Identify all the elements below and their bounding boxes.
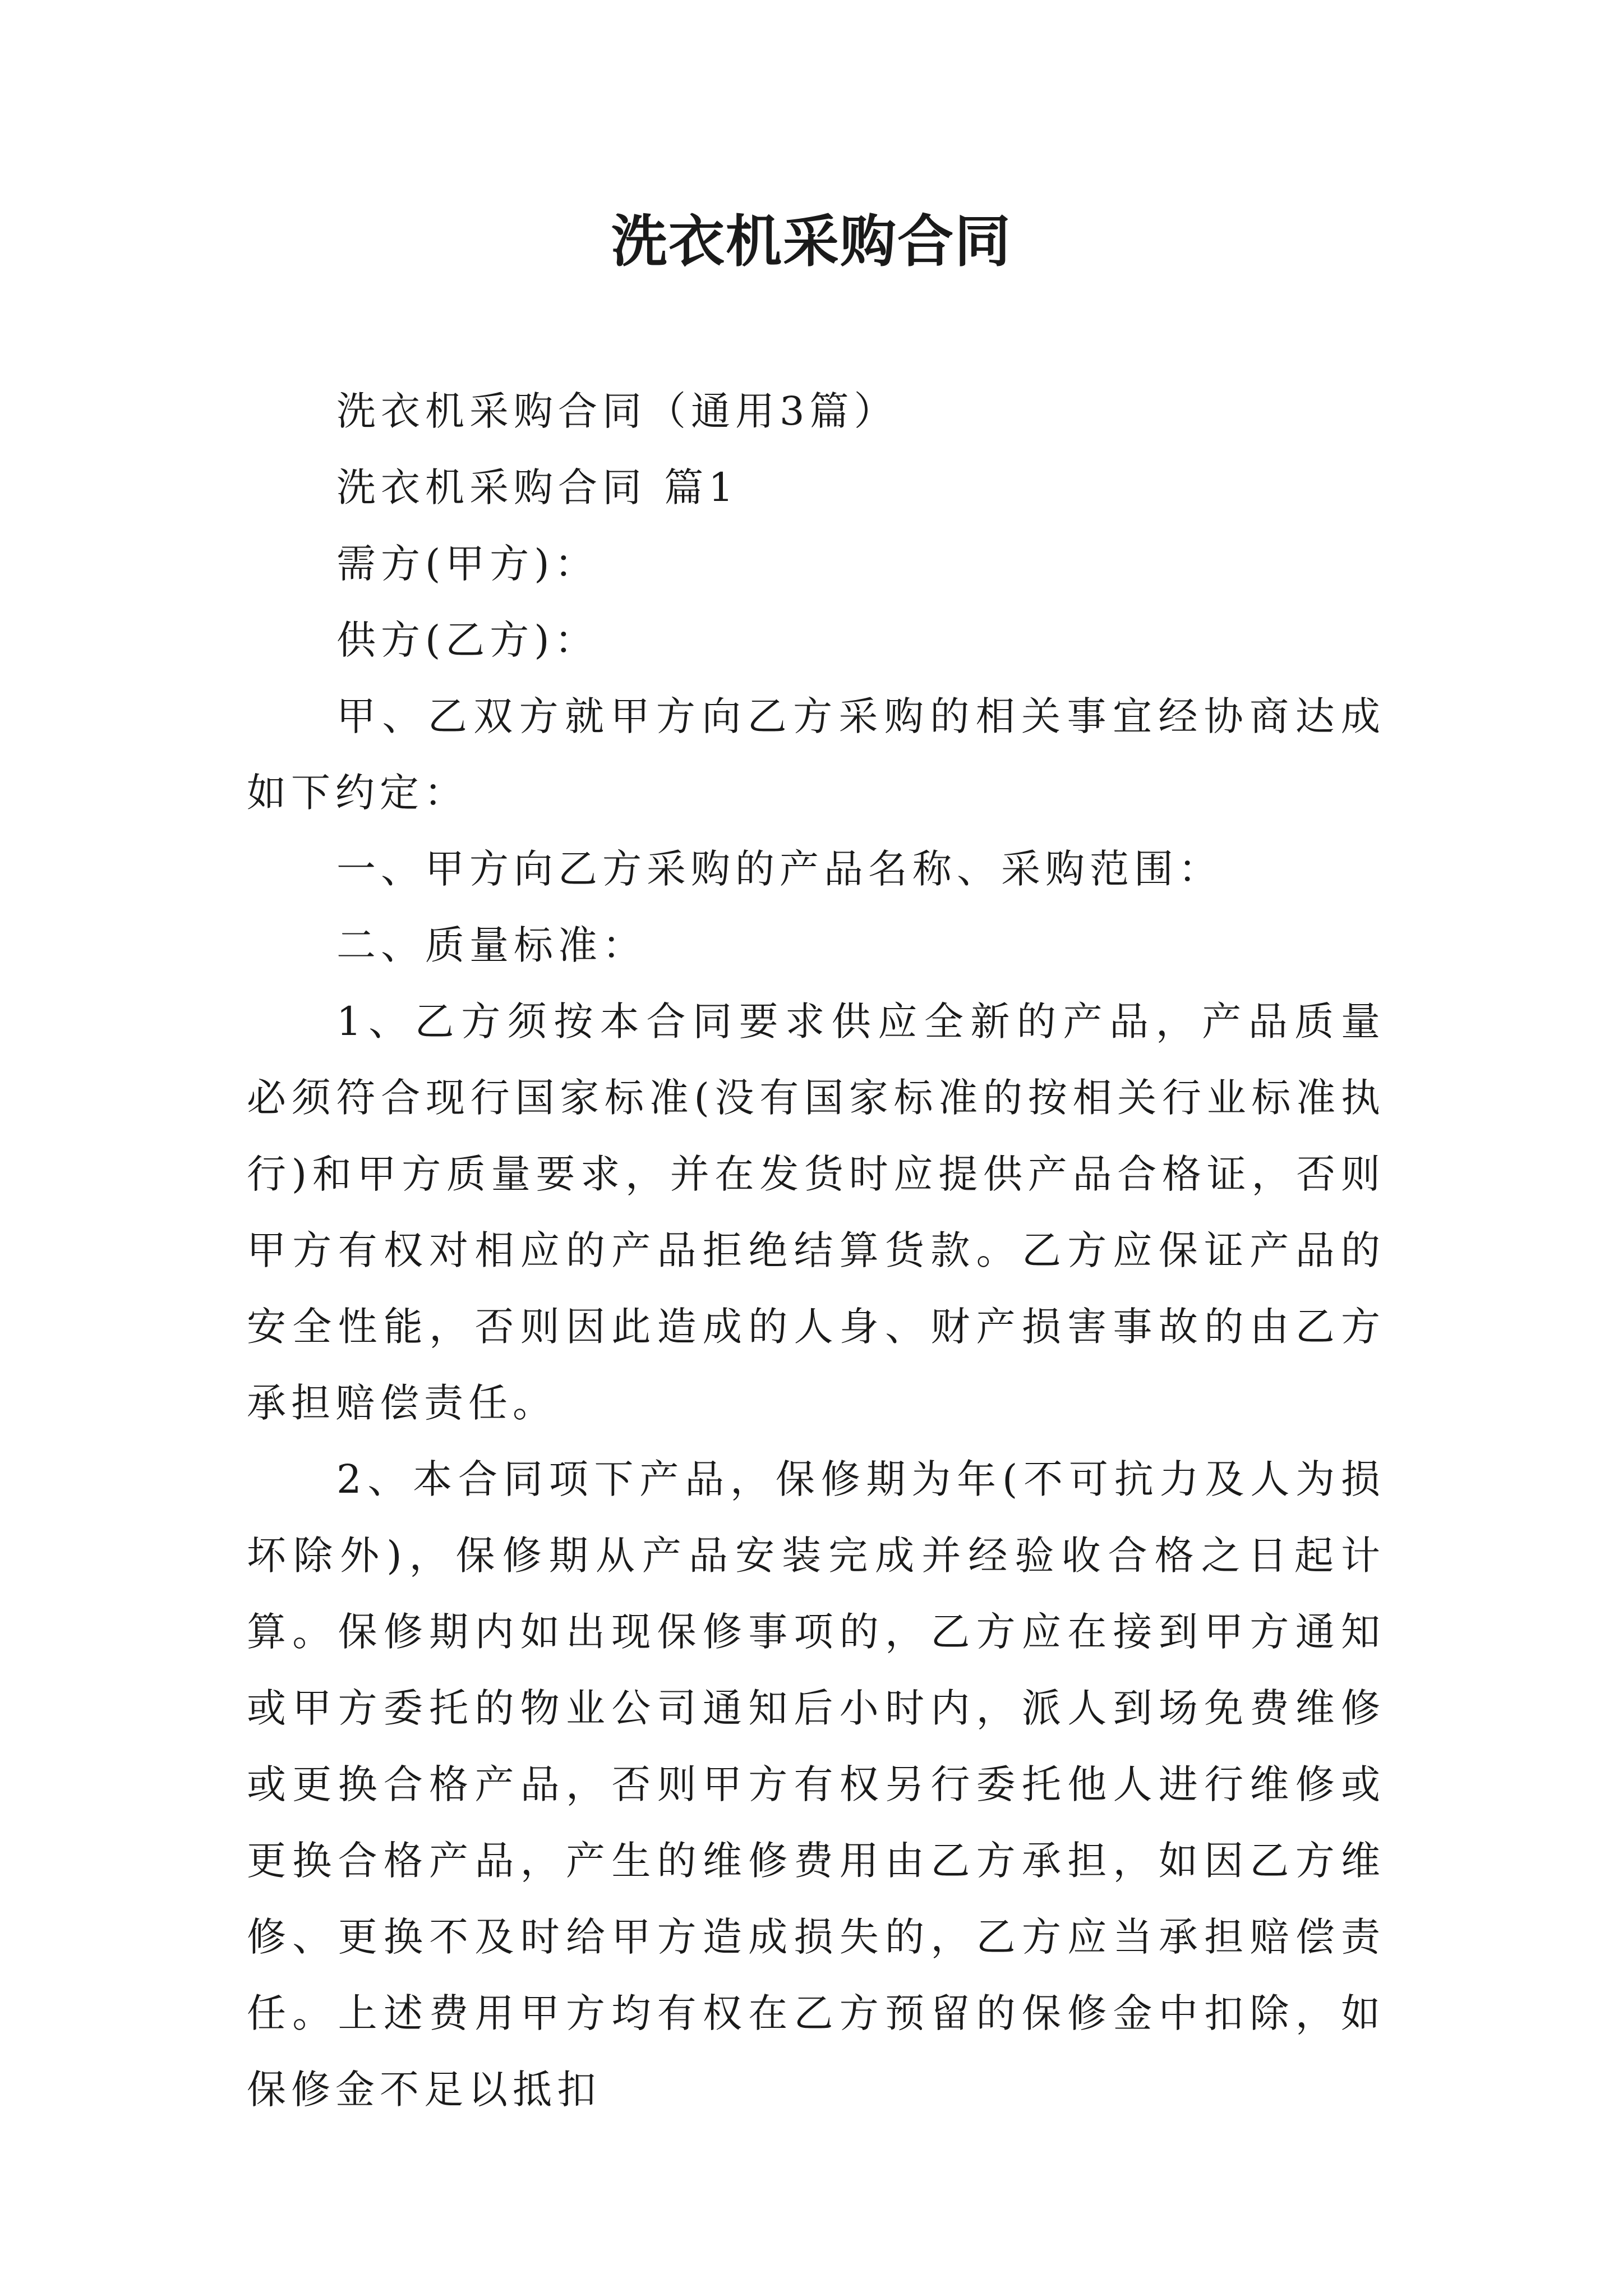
paragraph-subtitle: 洗衣机采购合同（通用3篇） — [336, 388, 898, 434]
document-body — [247, 373, 1385, 2128]
paragraph-warranty-item-2: 2、本合同项下产品，保修期为年(不可抗力及人为损坏除外)，保修期从产品安装完成并经验收合格之日起计算。保修期内如出现保修事项的，乙方应在接到甲方通知或甲方委托的物业公司通知后小时内，派人到场免费维修或更换合格产品，否则甲方有权另行委托他人进行维修或更换合格产品，产生的维修费用由乙方承担，如因乙方维修、更换不及时给甲方造成损失的，乙方应当承担赔偿责任。上述费用甲方均有权在乙方预留的保修金中扣除，如保修金不足以抵扣 — [247, 1456, 1385, 2113]
paragraph-agreement-intro: 甲、乙双方就甲方向乙方采购的相关事宜经协商达成如下约定： — [247, 693, 1385, 816]
paragraph-party-b: 供方(乙方)： — [336, 617, 599, 663]
paragraph-clause-two: 二、质量标准： — [336, 922, 647, 968]
paragraph-section-heading: 洗衣机采购合同 篇1 — [336, 464, 739, 510]
document-title: 洗衣机采购合同 — [611, 208, 1012, 274]
paragraph-clause-one: 一、甲方向乙方采购的产品名称、采购范围： — [336, 846, 1223, 892]
paragraph-quality-item-1: 1、乙方须按本合同要求供应全新的产品，产品质量必须符合现行国家标准(没有国家标准的按相关行业标准执行)和甲方质量要求，并在发货时应提供产品合格证，否则甲方有权对相应的产品拒绝结算货款。乙方应保证产品的安全性能，否则因此造成的人身、财产损害事故的由乙方承担赔偿责任。 — [247, 999, 1385, 1426]
paragraph-party-a: 需方(甲方)： — [336, 541, 599, 587]
